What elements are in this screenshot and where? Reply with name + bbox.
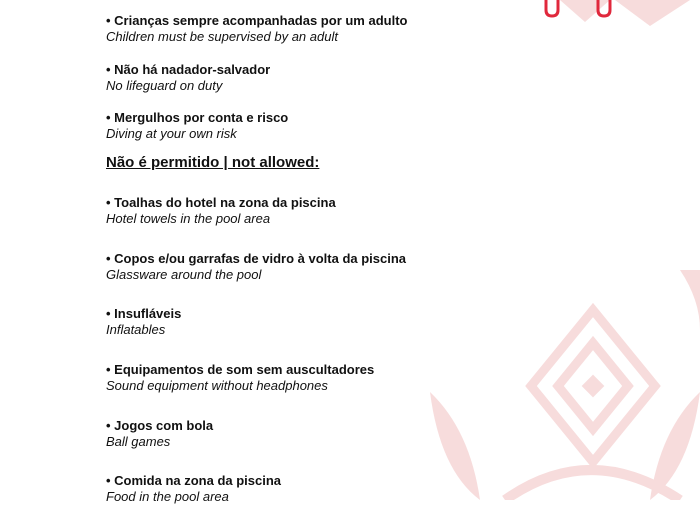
rule-en-text: Glassware around the pool [106,267,262,282]
rule-pt-text: • Equipamentos de som sem auscultadores [106,362,375,377]
rule-item-towels [106,195,336,227]
rule-item-diving [106,110,288,142]
rule-pt-text: • Não há nadador-salvador [106,62,271,77]
rule-pt-text: • Insufláveis [106,306,182,321]
rule-item-sound-equipment [106,362,374,394]
decor-triangle-right [615,0,690,26]
rule-en-text: Inflatables [106,322,166,337]
rule-en-text: Hotel towels in the pool area [106,211,271,226]
rule-item-inflatables [106,306,181,338]
rule-pt-text: • Mergulhos por conta e risco [106,110,289,125]
decor-triangle-left [560,0,610,22]
clip-icon-right [598,0,610,16]
not-allowed-heading: Não é permitido | not allowed: [106,154,320,171]
diamond-motif [531,310,655,462]
rule-en-text: Food in the pool area [106,489,229,504]
rule-pt-text: • Toalhas do hotel na zona da piscina [106,195,336,210]
leaf-shape-left [430,392,480,500]
leaf-shape-top [680,270,700,330]
rule-en-text: Sound equipment without headphones [106,378,328,393]
rule-pt-text: • Jogos com bola [106,418,214,433]
rule-item-lifeguard [106,62,270,94]
rule-pt-text: • Comida na zona da piscina [106,473,282,488]
arc-shape-bottom [505,470,680,500]
rule-en-text: Ball games [106,434,171,449]
rule-item-supervision [106,13,407,45]
rule-item-glassware [106,251,406,283]
diamond-center [582,375,605,398]
rule-item-ball-games [106,418,213,450]
rule-item-food [106,473,281,505]
leaf-shape-right [650,392,700,500]
clip-icon-left [546,0,558,16]
rule-en-text: No lifeguard on duty [106,78,223,93]
rule-en-text: Diving at your own risk [106,126,237,141]
rule-pt-text: • Crianças sempre acompanhadas por um adulto [106,13,408,28]
rule-pt-text: • Copos e/ou garrafas de vidro à volta da piscina [106,251,407,266]
rule-en-text: Children must be supervised by an adult [106,29,338,44]
